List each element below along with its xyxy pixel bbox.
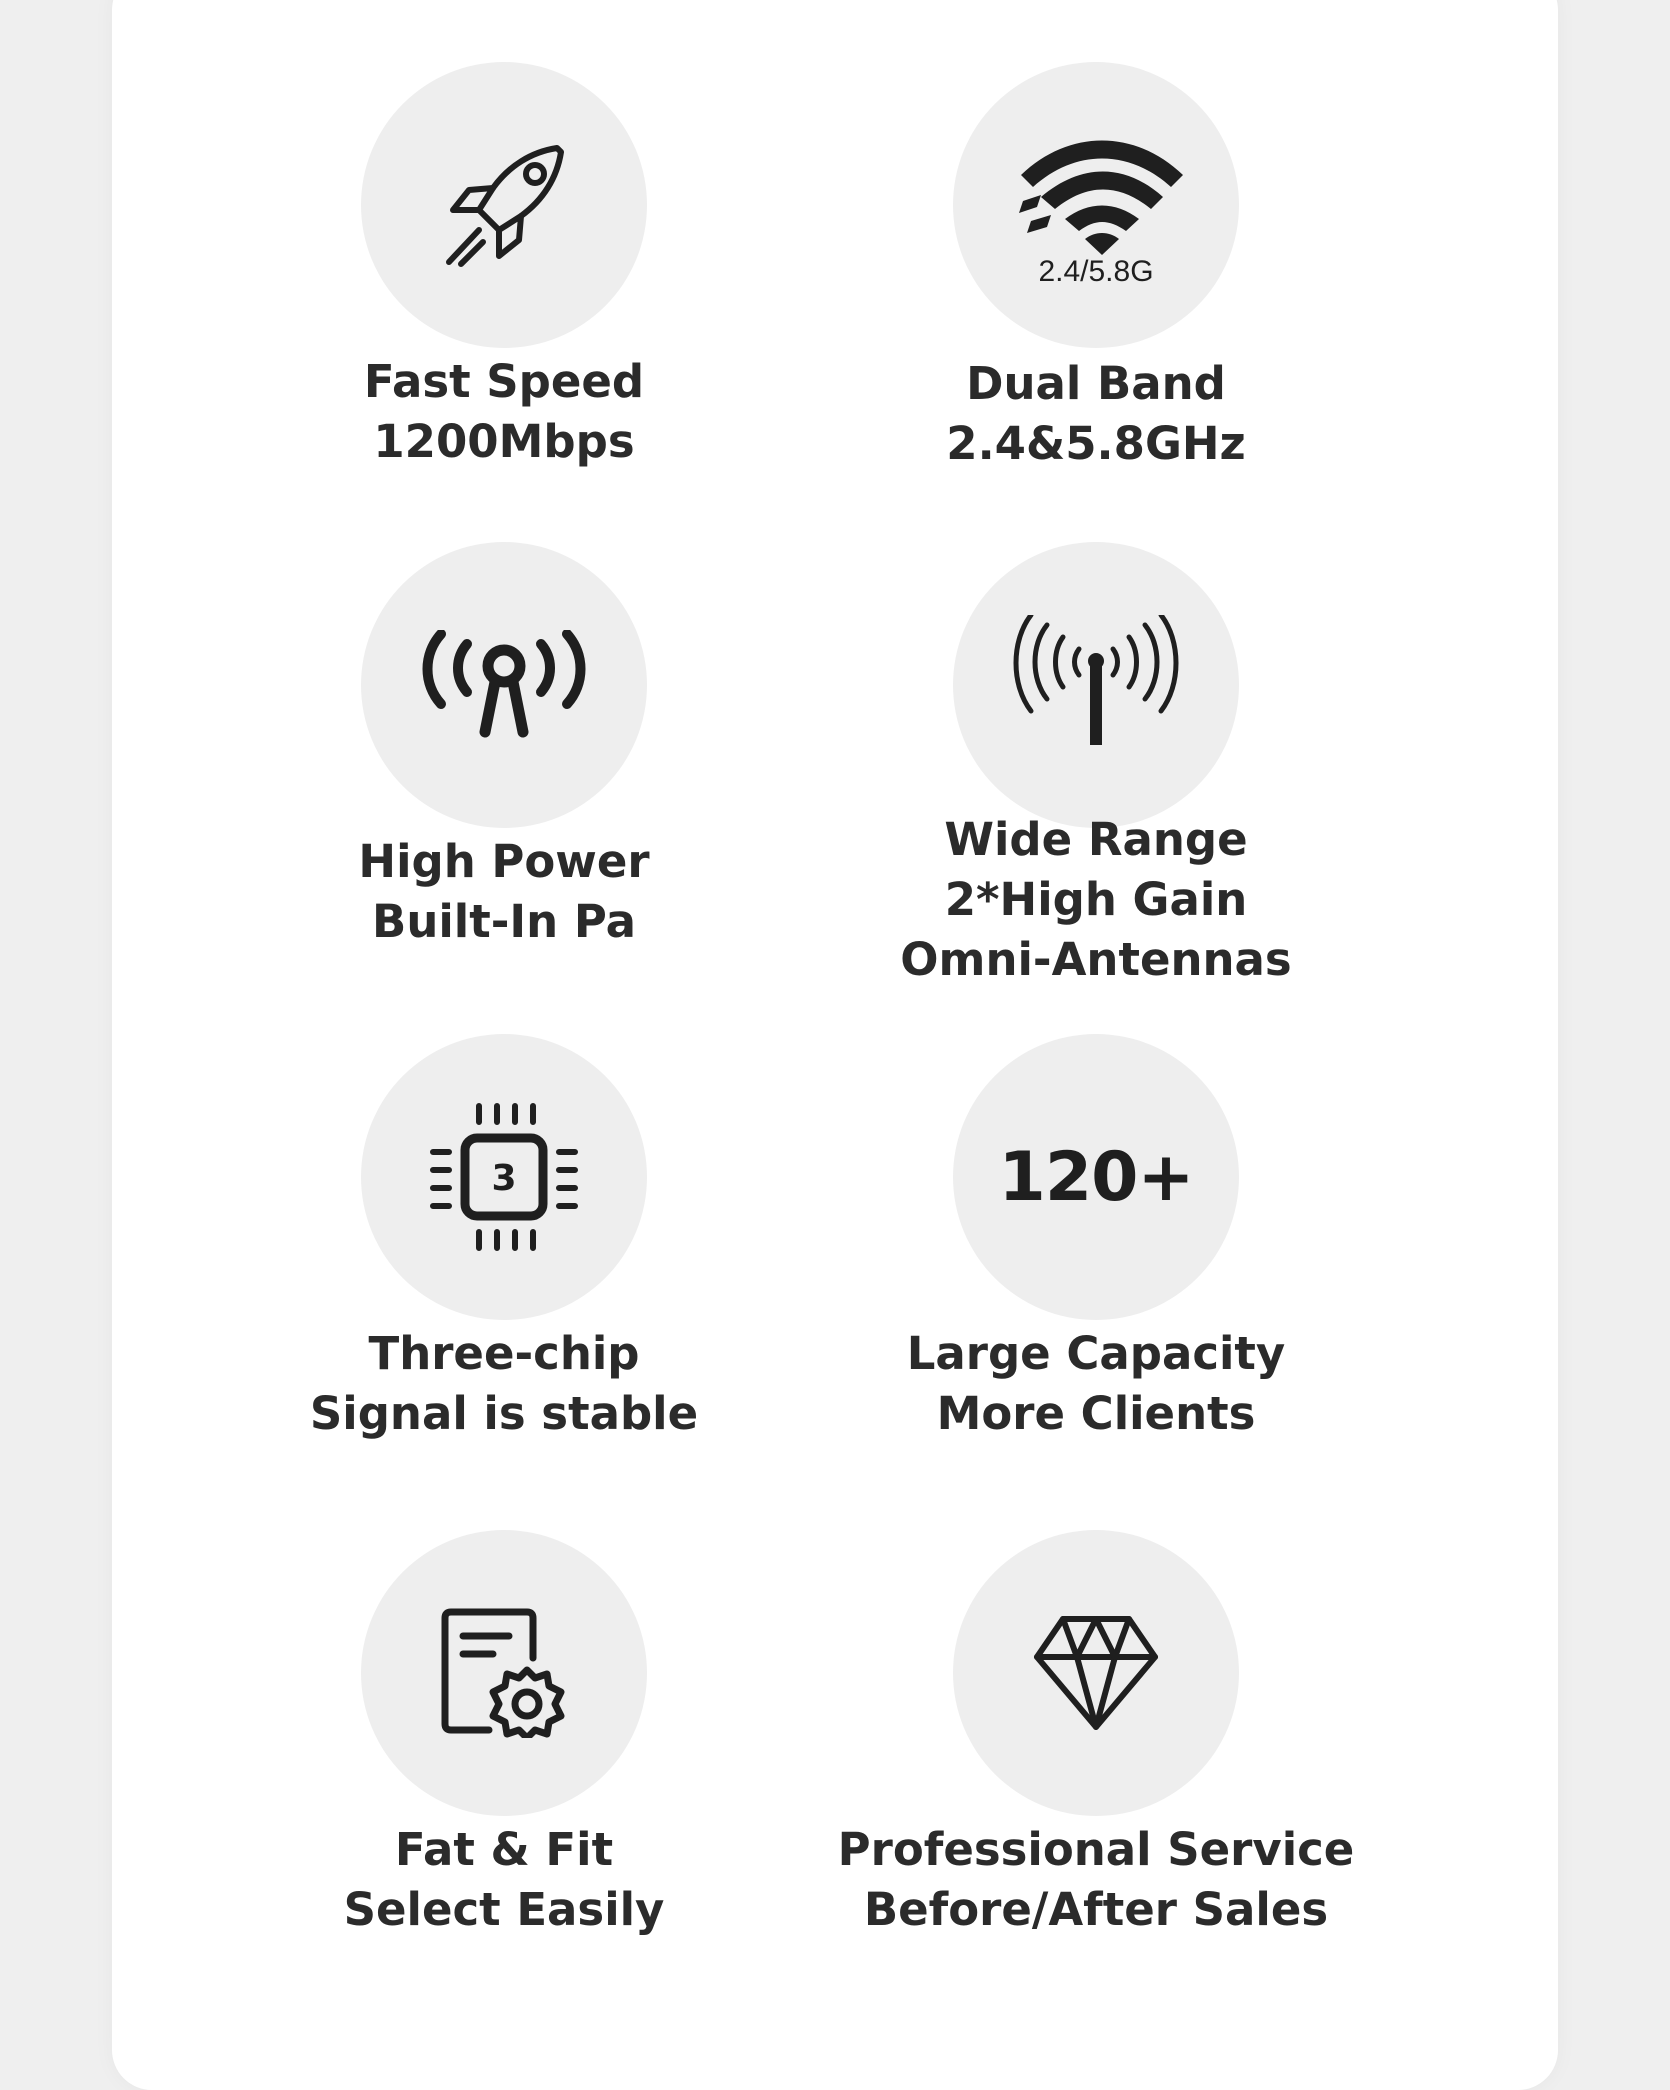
features-card (112, 0, 1558, 2090)
feature-label: Professional Service Before/After Sales (837, 1823, 1355, 1936)
feature-icon-circle (361, 1034, 647, 1320)
feature-label: Large Capacity More Clients (906, 1327, 1286, 1440)
feature-icon-circle (953, 62, 1239, 348)
feature-icon-circle (953, 1530, 1239, 1816)
capacity-number-icon: 120+ (998, 1137, 1194, 1217)
feature-label: High Power Built-In Pa (358, 835, 650, 948)
settings-document-icon (439, 1608, 569, 1738)
wifi-dual-band-icon (1001, 125, 1191, 285)
feature-label: Fast Speed 1200Mbps (363, 355, 645, 468)
feature-label: Fat & Fit Select Easily (343, 1823, 665, 1936)
diamond-icon (1031, 1613, 1161, 1733)
feature-icon-circle (361, 1530, 647, 1816)
feature-icon-circle (361, 542, 647, 828)
band-text: 2.4/5.8G (1038, 255, 1154, 285)
antenna-broadcast-icon (1011, 615, 1181, 755)
feature-label: Three-chip Signal is stable (309, 1327, 699, 1440)
feature-label: Dual Band 2.4&5.8GHz (946, 357, 1246, 470)
feature-label: Wide Range 2*High Gain Omni-Antennas (900, 813, 1292, 986)
signal-tower-icon (419, 630, 589, 740)
chip-count-text: 3 (491, 1158, 517, 1199)
feature-icon-circle (953, 542, 1239, 828)
feature-icon-circle (953, 1034, 1239, 1320)
feature-icon-circle (361, 62, 647, 348)
chip-icon (429, 1102, 579, 1252)
rocket-icon (429, 130, 579, 280)
